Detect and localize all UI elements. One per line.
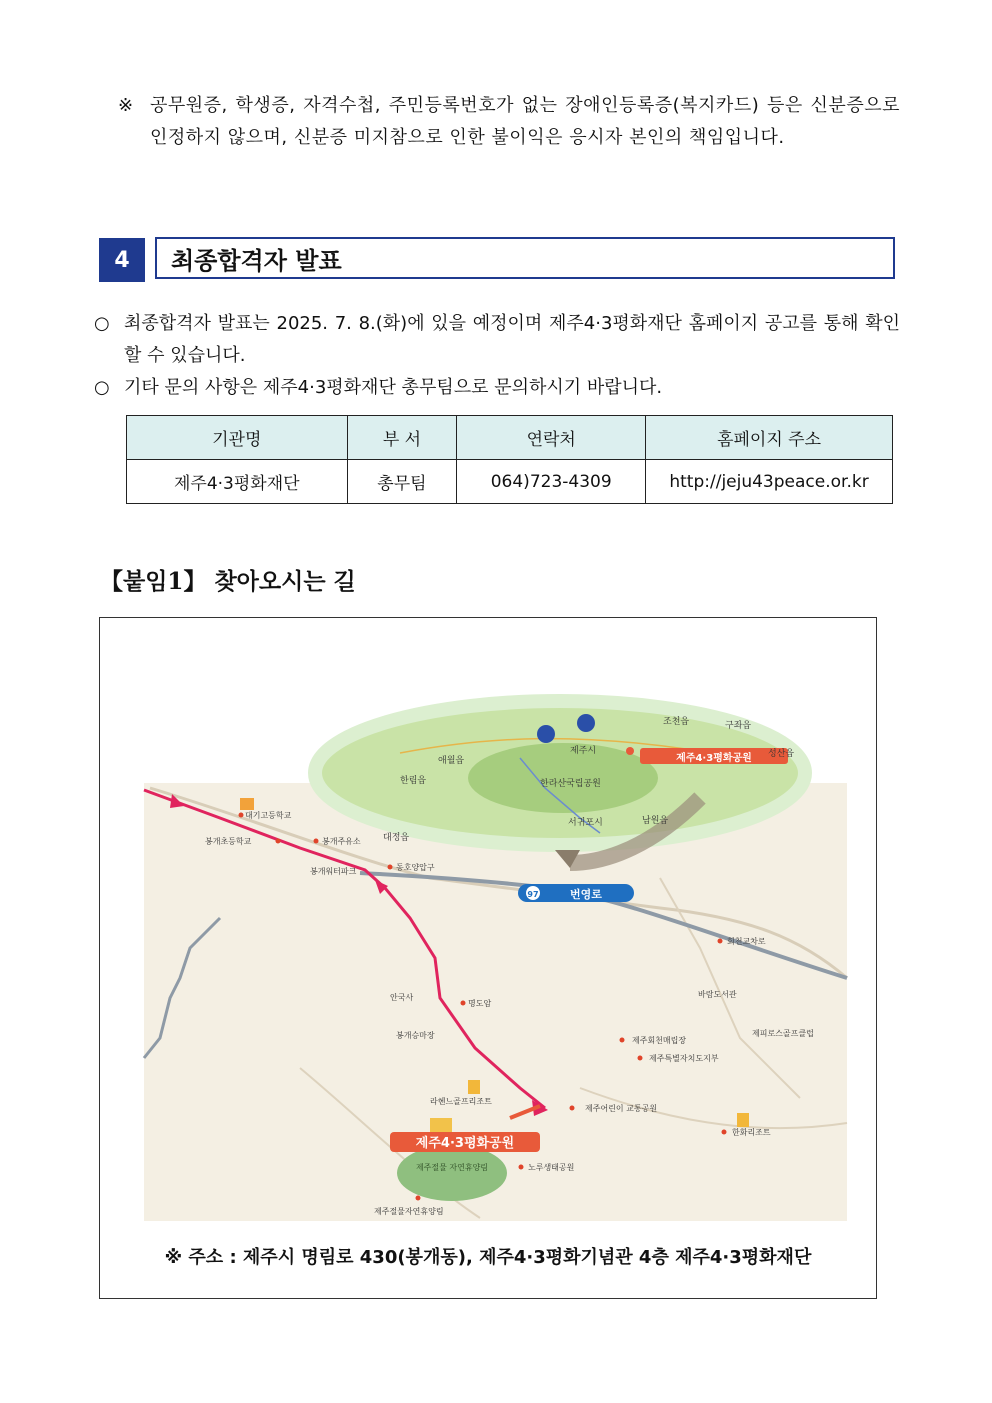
bullet-item	[94, 372, 900, 404]
bullet-mark: ○	[94, 377, 110, 398]
place-label: 봉개워터파크	[310, 867, 357, 876]
resort-icon	[468, 1080, 480, 1094]
resort-icon	[737, 1113, 749, 1127]
bullet-text: 기타 문의 사항은 제주4·3평화재단 총무팀으로 문의하시기 바랍니다.	[124, 377, 663, 398]
place-label: 제주절물자연휴양림	[374, 1207, 444, 1216]
place-label: 한림읍	[400, 776, 427, 786]
place-dot	[519, 1165, 524, 1170]
place-dot	[718, 939, 723, 944]
place-label: 봉개승마장	[396, 1031, 435, 1040]
place-dot	[388, 865, 393, 870]
note-text: 공무원증, 학생증, 자격수첩, 주민등록번호가 없는 장애인등록증(복지카드) 등은 신분증으로 인정하지 않으며, 신분증 미지참으로 인한 불이익은 응시자 본인의 책임입니다.	[150, 95, 900, 148]
address-text: ※ 주소 : 제주시 명림로 430(봉개동), 제주4·3평화기념관 4층 제주4·3평화재단	[164, 1247, 812, 1268]
place-dot	[620, 1038, 625, 1043]
section-title: 최종합격자 발표	[155, 237, 895, 279]
table-row	[127, 460, 893, 504]
place-label: 대기고등학교	[245, 811, 292, 820]
header-homepage: 홈페이지 주소	[646, 416, 893, 460]
place-label: 제피로스골프클럽	[752, 1029, 814, 1038]
bullet-text: 최종합격자 발표는 2025. 7. 8.(화)에 있을 예정이며 제주4·3평화재단 홈페이지 공고를 통해 확인할 수 있습니다.	[124, 313, 900, 366]
place-label: 안국사	[390, 993, 414, 1002]
bullet-list	[94, 308, 900, 404]
road-number: 97	[527, 890, 539, 899]
park-marker	[626, 747, 634, 755]
ferry-icon	[577, 714, 595, 732]
place-dot	[722, 1130, 727, 1135]
place-label: 명도암	[468, 999, 492, 1008]
note-mark: ※	[118, 95, 134, 116]
forest-label: 제주절물 자연휴양림	[415, 1163, 489, 1172]
place-dot	[570, 1106, 575, 1111]
place-label: 제주회천매립장	[632, 1036, 687, 1045]
place-dot	[461, 1001, 466, 1006]
place-label: 동호양압구	[396, 863, 435, 872]
section-number: 4	[99, 238, 145, 282]
place-label: 노루생태공원	[528, 1163, 575, 1172]
bullet-mark: ○	[94, 313, 110, 334]
forest-area	[397, 1145, 507, 1201]
school-icon	[240, 798, 254, 810]
place-label: 한라산국립공원	[540, 779, 601, 789]
header-org: 기관명	[127, 416, 348, 460]
header-phone: 연락처	[457, 416, 646, 460]
park-large-label: 제주4·3평화공원	[415, 1136, 515, 1151]
place-label: 한화리조트	[732, 1128, 771, 1137]
place-label: 남원읍	[642, 816, 669, 826]
airport-icon	[537, 725, 555, 743]
place-dot	[638, 1056, 643, 1061]
place-label: 봉개주유소	[322, 837, 361, 846]
table-header-row	[127, 416, 893, 460]
place-dot	[239, 813, 244, 818]
road-label: 번영로	[570, 888, 602, 901]
bullet-item	[94, 308, 900, 372]
header-dept: 부 서	[347, 416, 457, 460]
id-note	[118, 90, 900, 154]
attachment-title: 【붙임1】 찾아오시는 길	[100, 568, 356, 595]
place-label: 조천읍	[663, 717, 690, 727]
place-label: 제주어린이 교통공원	[585, 1104, 658, 1113]
directions-map-box	[99, 617, 877, 1299]
place-label: 성산읍	[768, 749, 795, 759]
directions-map	[100, 618, 877, 1299]
place-label: 제주특별자치도지부	[649, 1054, 719, 1063]
place-label: 라헨느골프리조트	[430, 1097, 492, 1106]
place-dot	[416, 1196, 421, 1201]
place-label: 봉개초등학교	[205, 837, 252, 846]
place-dot	[314, 839, 319, 844]
contact-table	[126, 415, 893, 504]
place-label: 바람도서관	[698, 990, 737, 999]
place-label: 대정읍	[383, 833, 410, 843]
place-dot	[276, 839, 281, 844]
park-label: 제주4·3평화공원	[676, 753, 752, 764]
cell-dept: 총무팀	[347, 460, 457, 504]
cell-org: 제주4·3평화재단	[127, 460, 348, 504]
cell-phone: 064)723-4309	[457, 460, 646, 504]
place-label: 제주시	[570, 746, 597, 756]
place-label: 구좌읍	[725, 721, 752, 731]
place-label: 서귀포시	[568, 818, 603, 828]
cell-homepage-link[interactable]: http://jeju43peace.or.kr	[646, 460, 893, 504]
place-label: 회천교차로	[727, 937, 766, 946]
park-building-icon	[430, 1118, 452, 1132]
place-label: 애월읍	[438, 756, 465, 766]
